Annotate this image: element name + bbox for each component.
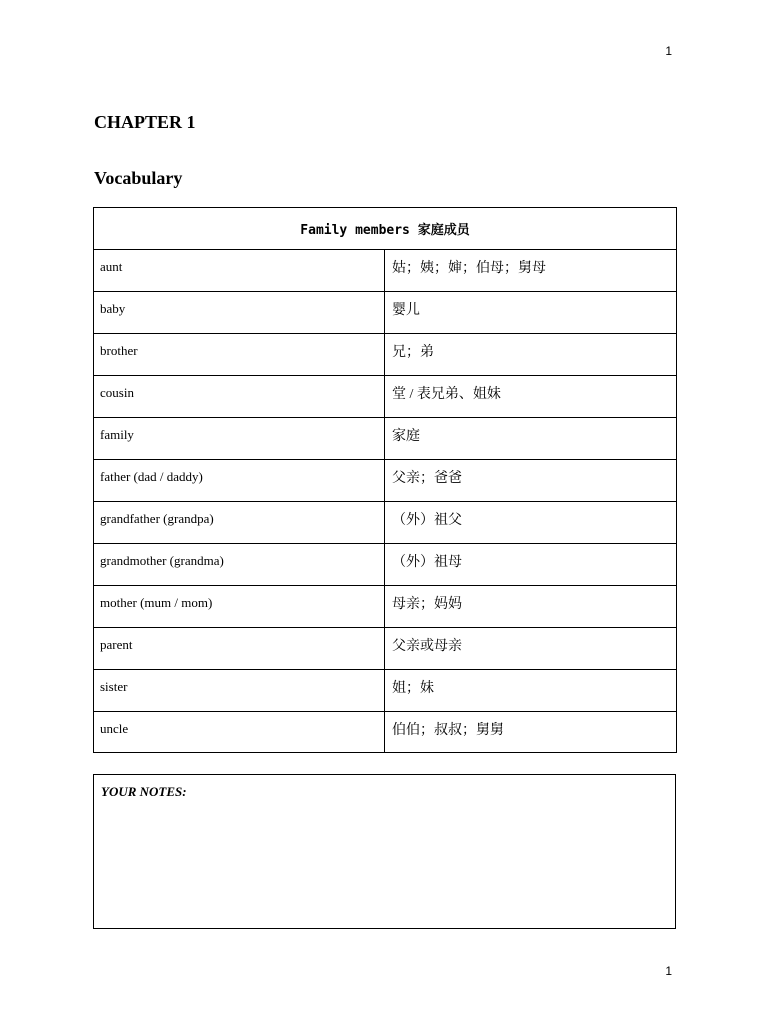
chinese-term: 婴儿 [385,292,677,334]
chinese-term: 姐；妹 [385,670,677,712]
table-header: Family members 家庭成员 [94,208,677,250]
table-row [94,586,677,628]
notes-label: YOUR NOTES: [101,784,187,799]
table-row [94,250,677,292]
chinese-term: （外）祖母 [385,544,677,586]
table-row [94,502,677,544]
table-row [94,292,677,334]
english-term: aunt [94,250,385,292]
chinese-term: 母亲；妈妈 [385,586,677,628]
table-header-row [94,208,677,250]
table-row [94,628,677,670]
page-number-top: 1 [665,44,672,58]
english-term: parent [94,628,385,670]
english-term: father (dad / daddy) [94,460,385,502]
chinese-term: 父亲；爸爸 [385,460,677,502]
english-term: family [94,418,385,460]
table-row [94,334,677,376]
english-term: grandmother (grandma) [94,544,385,586]
english-term: mother (mum / mom) [94,586,385,628]
vocabulary-table [93,207,677,753]
chinese-term: （外）祖父 [385,502,677,544]
english-term: brother [94,334,385,376]
english-term: baby [94,292,385,334]
page-number-bottom: 1 [665,964,672,978]
chinese-term: 兄；弟 [385,334,677,376]
chinese-term: 伯伯；叔叔；舅舅 [385,712,677,753]
table-row [94,544,677,586]
english-term: sister [94,670,385,712]
chinese-term: 父亲或母亲 [385,628,677,670]
chapter-title: CHAPTER 1 [94,112,196,132]
table-row [94,376,677,418]
notes-box [93,774,676,929]
english-term: uncle [94,712,385,753]
table-row [94,712,677,753]
chinese-term: 堂 / 表兄弟、姐妹 [385,376,677,418]
table-row [94,670,677,712]
english-term: grandfather (grandpa) [94,502,385,544]
section-title: Vocabulary [94,168,183,188]
chinese-term: 姑；姨；婶；伯母；舅母 [385,250,677,292]
english-term: cousin [94,376,385,418]
table-row [94,418,677,460]
chinese-term: 家庭 [385,418,677,460]
table-row [94,460,677,502]
